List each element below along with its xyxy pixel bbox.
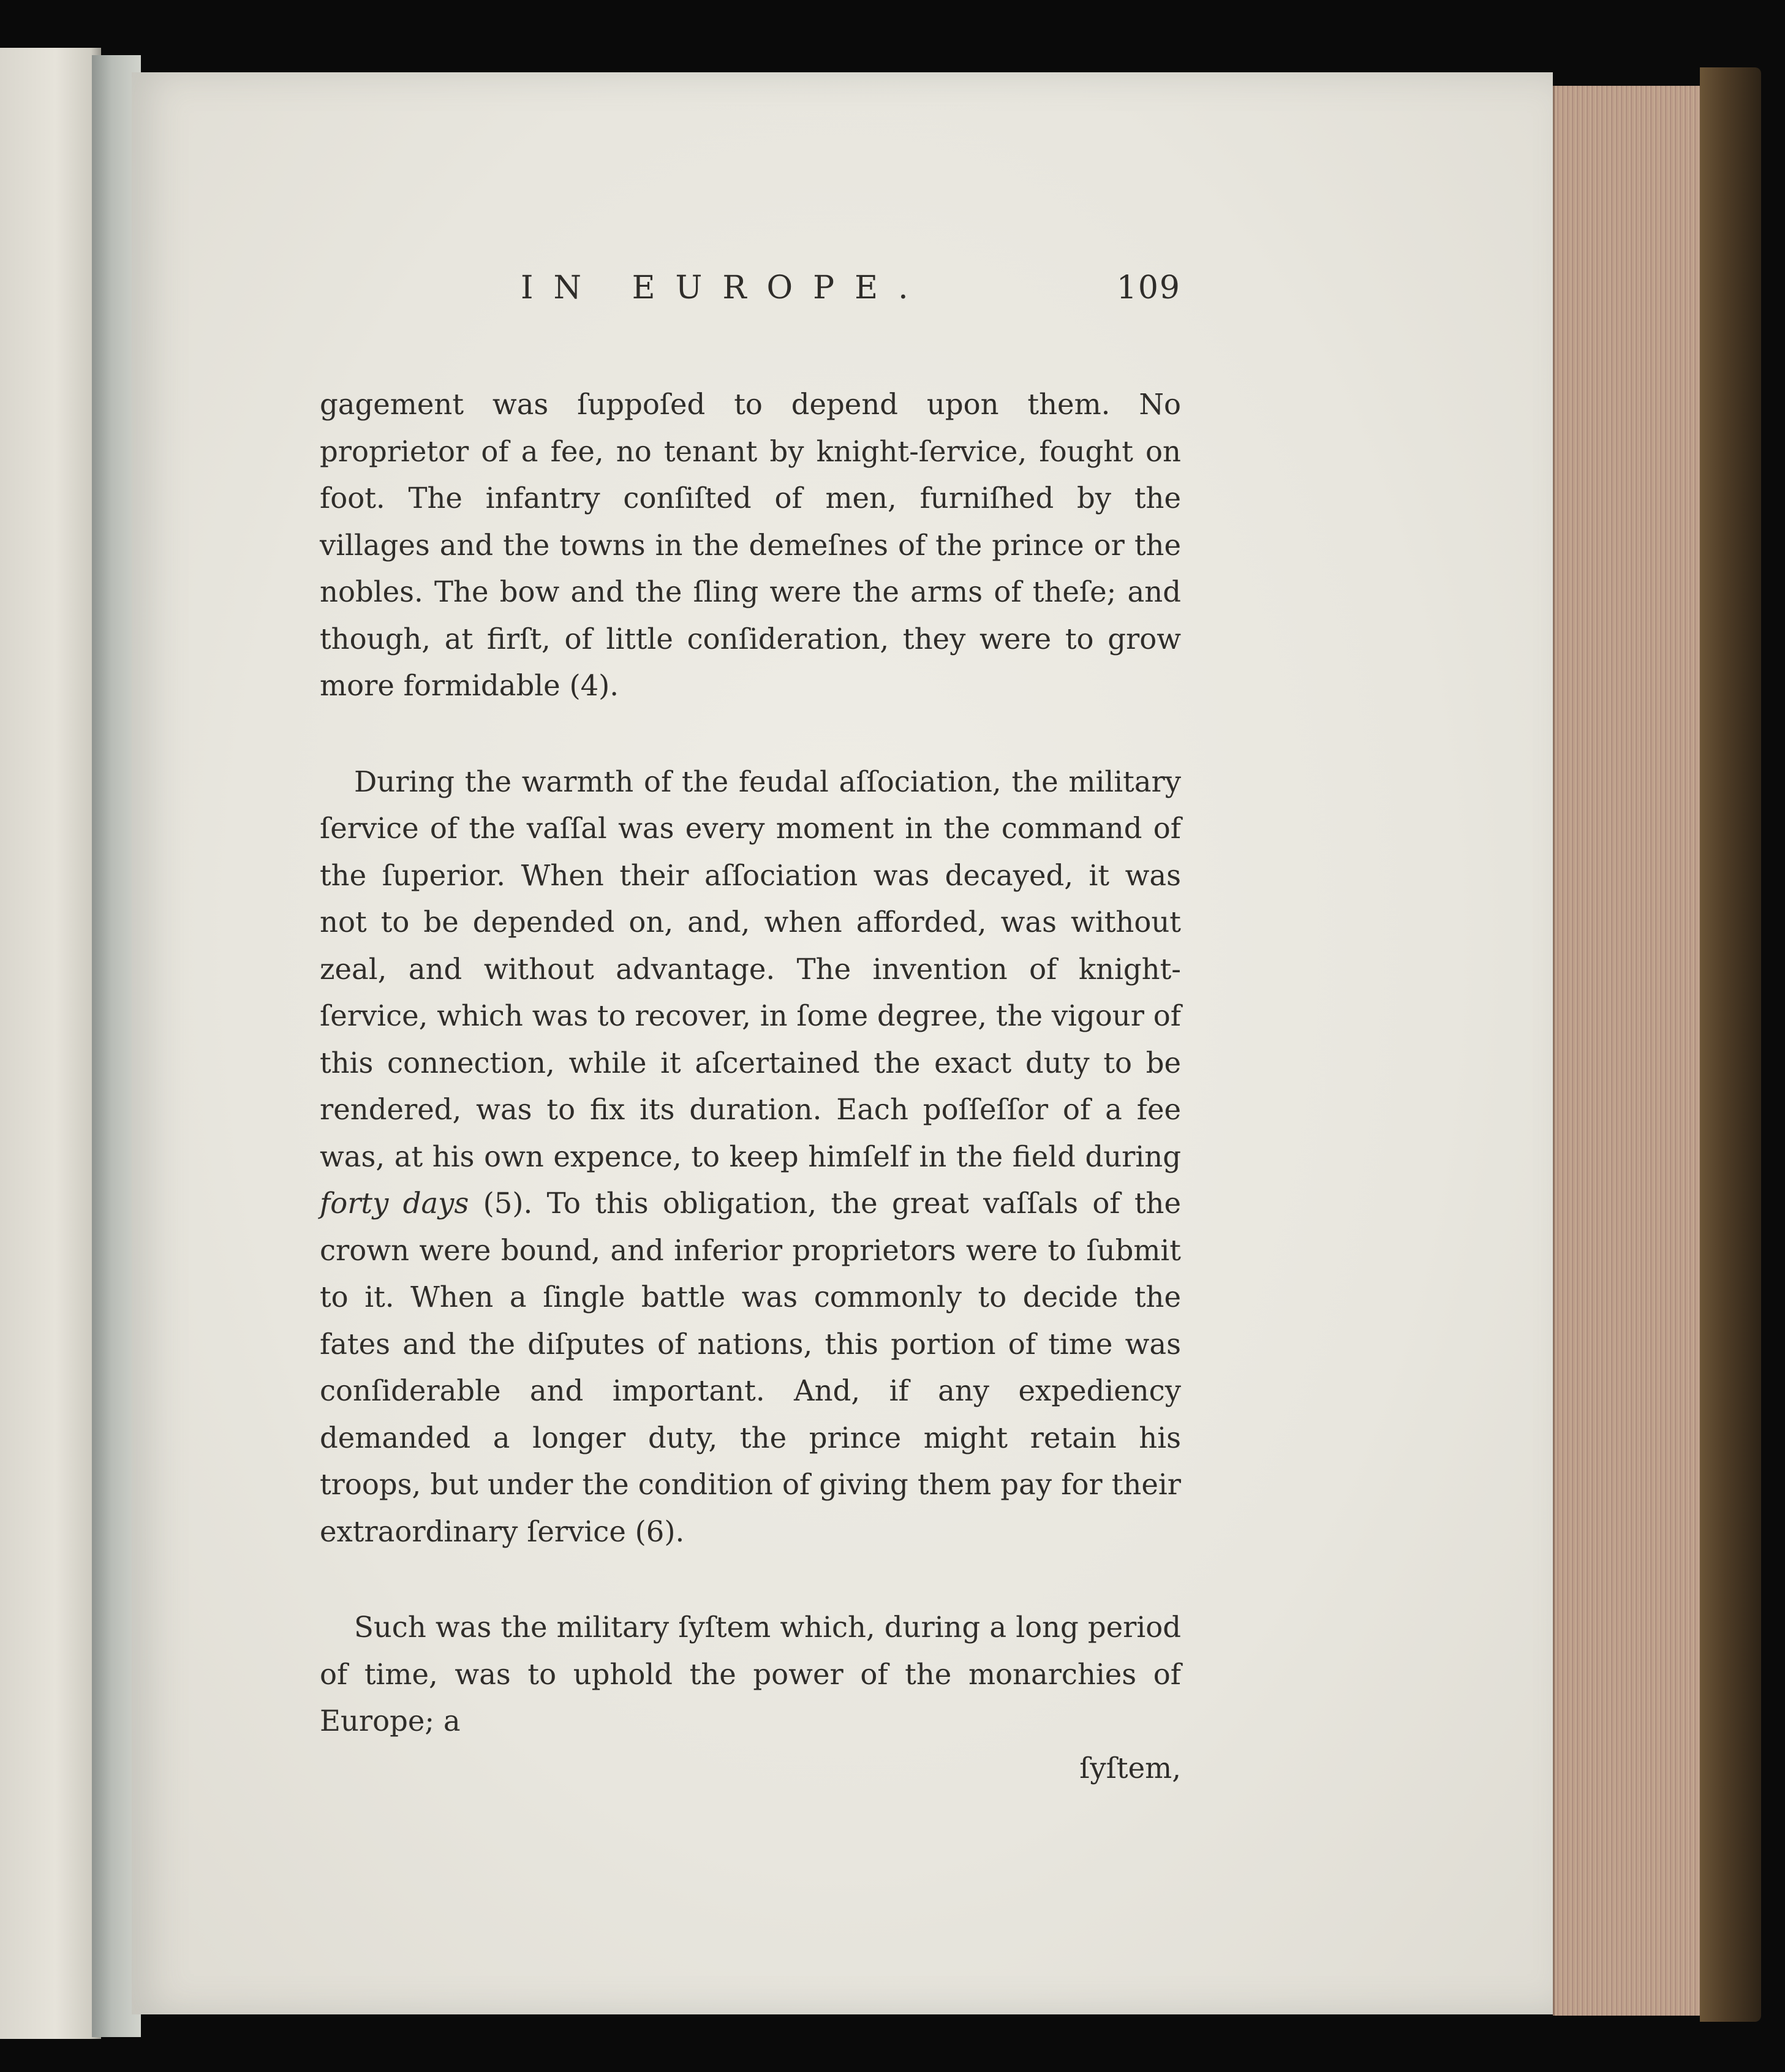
paragraph-2 <box>320 758 1181 1556</box>
catchword: ſyſtem, <box>1079 1751 1181 1785</box>
book-cover-board <box>1700 67 1761 2022</box>
paragraph-2-italic: forty days <box>320 1187 469 1220</box>
paragraph-3: Such was the military ſyſtem which, during a long period of time, was to uphold the power of the monarchies of Europe; a <box>320 1611 1181 1737</box>
paragraph-2-text-after: (5). To this obligation, the great vaſſals of the crown were bound, and inferior proprietors were to ſubmit to it. When a ſingle battle was commonly to decide the fates and the diſputes of nations, this portion of time was conſiderable and important. And, if any expediency demanded a longer duty, the prince might retain his troops, but under the condition of giving them pay for their extraordinary ſervice (6). <box>320 1187 1182 1548</box>
paragraph-2-text-before: During the warmth of the feudal aſſociation, the military ſervice of the vaſſal was every moment in the command of the ſuperior. When their aſſociation was decayed, it was not to be depended on, and, when afforded, was without zeal, and without advantage. The invention of knight-ſervice, which was to recover, in ſome degree, the vigour of this connection, while it aſcertained the exact duty to be rendered, was to fix its duration. Each poſſeſſor of a fee was, at his own expence, to keep himſelf in the field during <box>320 765 1181 1173</box>
paragraph-1: gagement was ſuppoſed to depend upon them. No proprietor of a fee, no tenant by knight-ſervice, fought on foot. The infantry conſiſted of men, furniſhed by the villages and the towns in the demeſnes of the prince or the nobles. The bow and the ſling were the arms of theſe; and though, at firſt, of little conſideration, they were to grow more formidable (4). <box>320 388 1181 702</box>
running-head <box>320 270 1181 312</box>
running-title: IN EUROPE. <box>521 270 929 306</box>
page-number: 109 <box>1116 270 1181 306</box>
page-text-block <box>320 270 1181 1791</box>
page-block-edges <box>1553 86 1702 2016</box>
facing-page-left <box>0 48 101 2039</box>
